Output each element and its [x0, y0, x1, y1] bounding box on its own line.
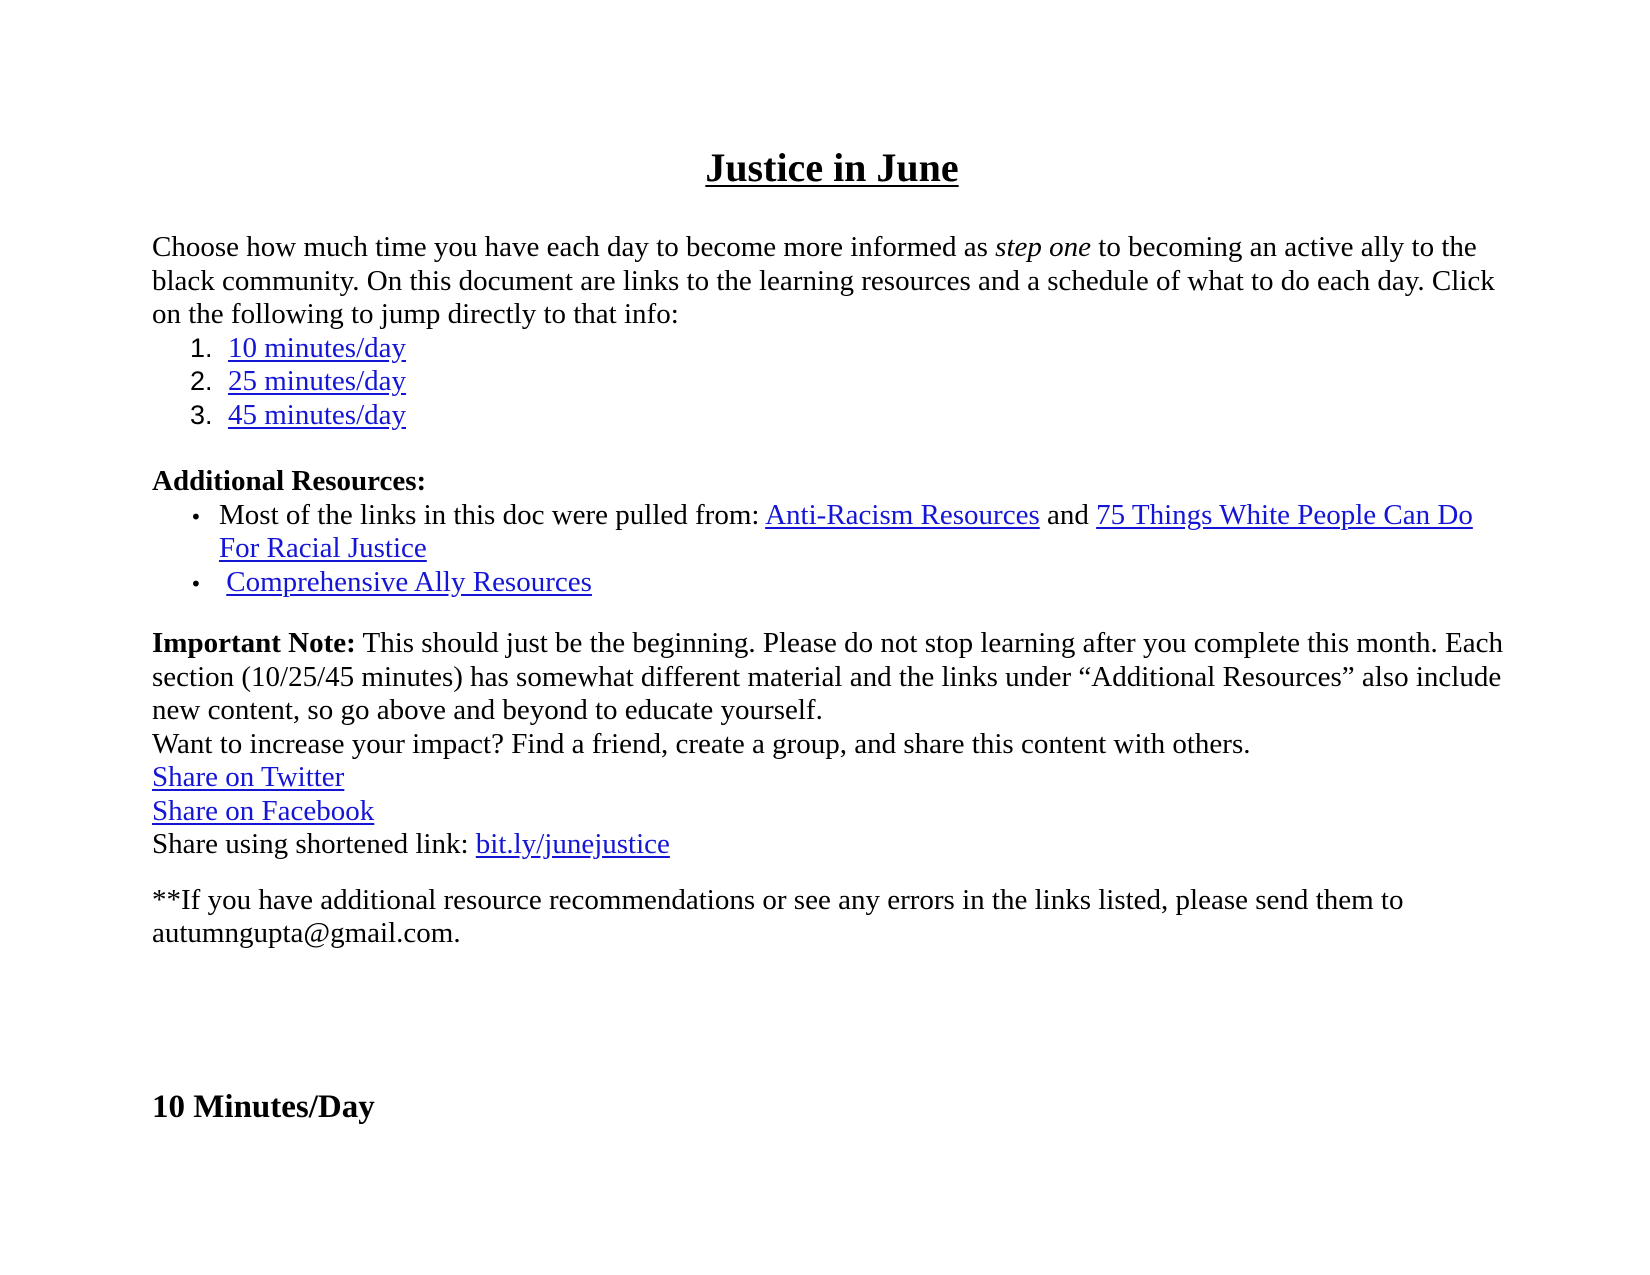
link-anti-racism-resources[interactable]: Anti-Racism Resources: [765, 498, 1040, 531]
link-45-minutes[interactable]: 45 minutes/day: [228, 398, 407, 431]
footer-note: **If you have additional resource recommendations or see any errors in the links listed, please send them to autumngupta@gmail.com.: [152, 883, 1404, 949]
list-item: [190, 332, 1512, 366]
document-title: [152, 145, 1512, 191]
list-number: 1.: [190, 332, 213, 363]
resource-item-text: [219, 566, 1512, 600]
section-heading-10-minutes: 10 Minutes/Day: [152, 1089, 375, 1125]
link-comprehensive-ally-resources[interactable]: Comprehensive Ally Resources: [226, 565, 592, 598]
spacer: [152, 432, 1512, 465]
spacer: [152, 601, 1512, 627]
list-number: 2.: [190, 366, 213, 396]
intro-text-part2: to becoming an active ally to the black community. On this document are links to the learning resources and a schedule of what to do each day. Click on the following to jump directly to that info:: [152, 231, 1495, 330]
impact-text: Want to increase your impact? Find a friend, create a group, and share this content with others.: [152, 727, 1251, 760]
resource-connector: and: [1039, 498, 1097, 531]
share-twitter-link[interactable]: Share on Twitter: [152, 761, 345, 793]
document-body: [152, 145, 1512, 951]
list-item: [190, 566, 1512, 602]
list-item: [190, 499, 1512, 566]
additional-resources-heading: Additional Resources:: [152, 465, 427, 497]
link-10-minutes[interactable]: 10 minutes/day: [228, 331, 407, 364]
jump-links-list: [152, 332, 1512, 433]
important-note-text: This should just be the beginning. Please do not stop learning after you complete this month. Each section (10/25/45 minutes) has somewhat different material and the links under “Additional Resources” also include new content, so go above and beyond to educate yourself.: [152, 627, 1503, 726]
share-short-link-line: [152, 828, 1512, 862]
intro-text-part1: Choose how much time you have each day to become more informed as: [152, 231, 996, 263]
link-25-minutes[interactable]: 25 minutes/day: [228, 365, 407, 397]
intro-paragraph: [152, 231, 1512, 332]
additional-resources-list: [152, 499, 1512, 602]
share-facebook-line: [152, 795, 1512, 829]
spacer: [152, 862, 1512, 884]
share-facebook-link[interactable]: Share on Facebook: [152, 794, 375, 827]
share-short-prefix: Share using shortened link:: [152, 828, 476, 860]
short-link[interactable]: bit.ly/junejustice: [475, 828, 670, 860]
important-note-paragraph: [152, 627, 1512, 728]
list-number: 3.: [190, 399, 213, 430]
intro-emphasis: step one: [995, 231, 1092, 263]
share-twitter-line: [152, 761, 1512, 795]
important-note-label: Important Note:: [152, 627, 356, 659]
bullet-icon: •: [190, 571, 202, 596]
link-75-things[interactable]: 75 Things White People Can Do For Racial Justice: [219, 498, 1473, 564]
resource-item-text: [219, 499, 1512, 566]
list-item: [190, 399, 1512, 433]
document-title-text: Justice in June: [705, 145, 959, 190]
list-item: [190, 365, 1512, 399]
resource-prefix: Most of the links in this doc were pulled from:: [219, 498, 766, 531]
bullet-icon: •: [190, 504, 202, 529]
